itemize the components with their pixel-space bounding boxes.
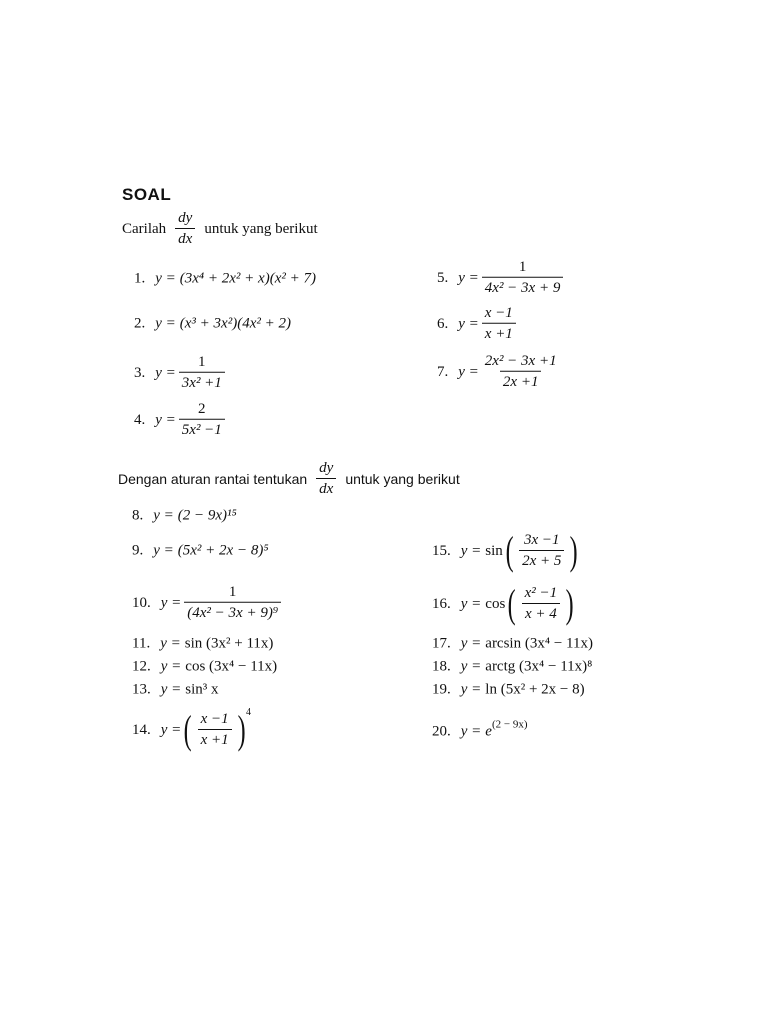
problem-number: 1. [134, 270, 146, 287]
problem-fraction [482, 259, 564, 298]
instruction-1-suffix: untuk yang berikut [204, 220, 318, 237]
problem-expression: arctg (3x⁴ − 11x)⁸ [485, 658, 593, 675]
problem-20 [432, 718, 528, 741]
fraction-numerator: 3x −1 [524, 531, 560, 548]
problem-lhs: y = [460, 723, 482, 740]
fraction-denominator: x +1 [482, 323, 516, 343]
instruction-2-den: dx [316, 478, 336, 498]
fraction-numerator: 1 [518, 258, 527, 275]
instruction-2-num: dy [319, 460, 334, 476]
instruction-1-prefix: Carilah [122, 220, 167, 237]
problem-expression: (3x⁴ + 2x² + x)(x² + 7) [179, 270, 316, 287]
fraction-numerator: 1 [228, 583, 237, 600]
paren-group: ( $\frac{\text{x² −1}}{x + 4}$ ) [507, 581, 574, 626]
problem-number: 11. [132, 635, 151, 652]
problem-number: 5. [437, 269, 449, 286]
problem-19 [432, 682, 585, 699]
paren-group: ( $\frac{3x -1}{2x + 5}$ ) [505, 528, 579, 573]
problem-number: 10. [132, 594, 151, 611]
problem-1 [134, 271, 316, 288]
problem-number: 17. [432, 635, 451, 652]
problem-lhs: y = [460, 635, 482, 652]
problem-6 [437, 305, 519, 344]
instruction-2-prefix: Dengan aturan rantai tentukan [118, 471, 308, 488]
instruction-1 [122, 210, 318, 249]
problem-number: 9. [132, 542, 144, 559]
problem-lhs: y = [460, 595, 482, 612]
function-name: sin [485, 542, 503, 559]
problem-lhs: y = [155, 411, 176, 428]
problem-18 [432, 659, 592, 676]
problem-number: 18. [432, 658, 451, 675]
fraction-denominator: 5x² −1 [179, 419, 225, 439]
problem-number: 7. [437, 363, 449, 380]
problem-number: 8. [132, 507, 144, 524]
problem-lhs: y = [155, 364, 176, 381]
problem-number: 3. [134, 364, 146, 381]
fraction-denominator: x +1 [198, 729, 232, 749]
problem-number: 6. [437, 315, 449, 332]
problem-number: 14. [132, 721, 151, 738]
fraction-denominator: 2x + 5 [519, 550, 564, 570]
problem-9 [132, 543, 269, 560]
problem-8 [132, 508, 237, 525]
instruction-2-suffix: untuk yang berikut [345, 471, 460, 488]
paren-group: ( $\frac{x -1}{x +1}$ ) 4 [183, 706, 251, 752]
fraction-numerator: x² −1 [524, 584, 558, 601]
problem-lhs: y = [160, 681, 182, 698]
problem-expression: (5x² + 2x − 8)⁵ [177, 542, 269, 559]
problem-11 [132, 636, 273, 653]
problem-lhs: y = [160, 635, 181, 652]
problem-fraction [482, 353, 560, 392]
problem-3 [134, 354, 228, 393]
problem-lhs: y = [460, 658, 482, 675]
problem-lhs: y = [160, 658, 182, 675]
problem-fraction [519, 532, 564, 571]
problem-fraction [184, 584, 281, 623]
problem-lhs: y = [155, 315, 176, 332]
problem-expression: cos (3x⁴ − 11x) [185, 658, 278, 675]
fraction-denominator: 3x² +1 [179, 372, 225, 392]
function-name: cos [485, 595, 506, 612]
problem-lhs: y = [458, 315, 479, 332]
problem-14 [132, 706, 251, 752]
fraction-denominator: (4x² − 3x + 9)⁹ [184, 602, 281, 622]
problem-number: 12. [132, 658, 151, 675]
problem-lhs: y = [458, 269, 479, 286]
problem-lhs: y = [458, 363, 479, 380]
problem-10 [132, 584, 284, 623]
fraction-denominator: 4x² − 3x + 9 [482, 277, 564, 297]
fraction-numerator: 2x² − 3x +1 [484, 352, 557, 369]
problem-fraction [522, 585, 561, 624]
problem-12 [132, 659, 277, 676]
problem-number: 19. [432, 681, 451, 698]
fraction-numerator: x −1 [484, 304, 513, 321]
instruction-2-derivative [316, 460, 336, 499]
problem-expression: sin³ x [185, 681, 219, 698]
instruction-1-num: dy [178, 210, 193, 226]
problem-number: 15. [432, 542, 451, 559]
problem-expression: (2 − 9x)¹⁵ [177, 507, 237, 524]
instruction-2 [118, 460, 460, 499]
problem-2 [134, 316, 291, 333]
problem-fraction [179, 354, 225, 393]
problem-number: 13. [132, 681, 151, 698]
problem-15 [432, 528, 581, 573]
problem-lhs: y = [153, 542, 174, 559]
problem-fraction [179, 401, 225, 440]
fraction-denominator: x + 4 [522, 603, 560, 623]
problem-number: 2. [134, 315, 146, 332]
problem-expression: ln (5x² + 2x − 8) [485, 681, 585, 698]
problem-number: 4. [134, 411, 146, 428]
exponential-base: e [485, 723, 492, 740]
problem-lhs: y = [153, 507, 174, 524]
problem-lhs: y = [160, 721, 182, 738]
problem-lhs: y = [160, 594, 182, 611]
exponent: (2 − 9x) [491, 718, 528, 730]
problem-17 [432, 636, 593, 653]
problem-fraction [482, 305, 516, 344]
problem-lhs: y = [460, 542, 482, 559]
problem-lhs: y = [155, 270, 176, 287]
problem-lhs: y = [460, 681, 482, 698]
problem-expression: (x³ + 3x²)(4x² + 2) [179, 315, 291, 332]
problem-16 [432, 581, 576, 626]
problem-7 [437, 353, 563, 392]
fraction-numerator: x −1 [200, 710, 229, 727]
problem-expression: sin (3x² + 11x) [184, 635, 274, 652]
fraction-numerator: 2 [198, 400, 206, 417]
fraction-numerator: 1 [198, 353, 206, 370]
problem-number: 16. [432, 595, 451, 612]
instruction-1-den: dx [175, 228, 195, 248]
exponent: 4 [245, 706, 251, 718]
fraction-denominator: 2x +1 [500, 371, 542, 391]
problem-number: 20. [432, 723, 451, 740]
problem-13 [132, 682, 219, 699]
problem-expression: arcsin (3x⁴ − 11x) [485, 635, 593, 652]
problem-fraction [198, 711, 232, 750]
heading: SOAL [122, 185, 172, 204]
problem-4 [134, 401, 228, 440]
instruction-1-derivative [175, 210, 195, 249]
problem-5 [437, 259, 566, 298]
